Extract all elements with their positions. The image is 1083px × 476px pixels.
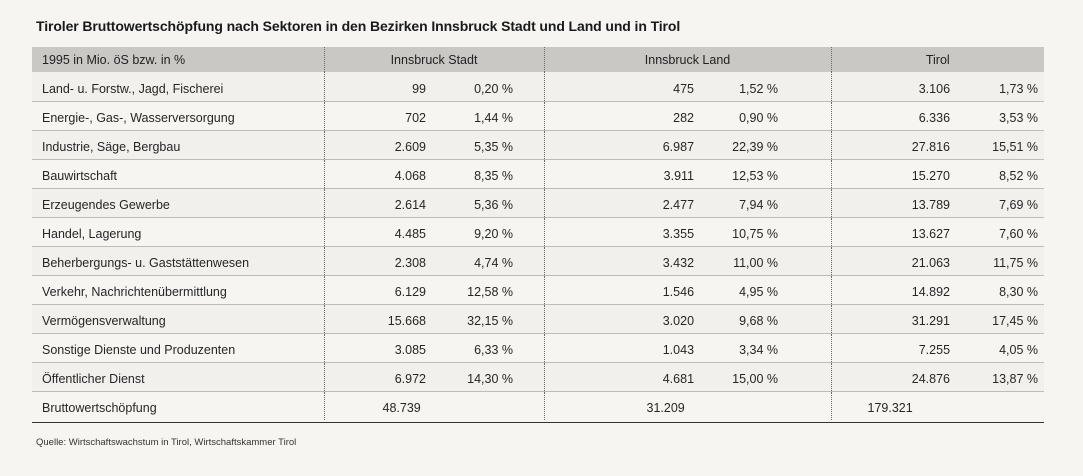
innsbruck-land-percent: 9,68 % xyxy=(702,304,784,333)
innsbruck-stadt-value: 3.085 xyxy=(324,333,434,362)
spacer-cell xyxy=(519,217,544,246)
innsbruck-land-value: 6.987 xyxy=(544,130,702,159)
innsbruck-stadt-percent: 5,36 % xyxy=(434,188,519,217)
column-header-innsbruck-stadt: Innsbruck Stadt xyxy=(324,47,544,72)
tirol-value: 14.892 xyxy=(831,275,958,304)
table-row xyxy=(32,101,1044,130)
innsbruck-land-value: 282 xyxy=(544,101,702,130)
spacer-cell xyxy=(784,217,831,246)
tirol-percent: 8,52 % xyxy=(958,159,1044,188)
table-row xyxy=(32,275,1044,304)
innsbruck-land-value: 3.432 xyxy=(544,246,702,275)
spacer-cell xyxy=(519,72,544,101)
innsbruck-stadt-percent: 5,35 % xyxy=(434,130,519,159)
tirol-percent: 3,53 % xyxy=(958,101,1044,130)
spacer-cell xyxy=(519,333,544,362)
tirol-percent: 1,73 % xyxy=(958,72,1044,101)
innsbruck-stadt-percent: 1,44 % xyxy=(434,101,519,130)
innsbruck-land-percent: 4,95 % xyxy=(702,275,784,304)
tirol-value: 13.627 xyxy=(831,217,958,246)
tirol-value: 3.106 xyxy=(831,72,958,101)
spacer-cell xyxy=(784,362,831,391)
innsbruck-land-value: 3.911 xyxy=(544,159,702,188)
sector-label: Verkehr, Nachrichtenübermittlung xyxy=(32,275,324,304)
table-row xyxy=(32,246,1044,275)
innsbruck-stadt-total: 48.739 xyxy=(324,391,544,420)
table-header-row xyxy=(32,47,1044,72)
sector-label: Sonstige Dienste und Produzenten xyxy=(32,333,324,362)
unit-header: 1995 in Mio. öS bzw. in % xyxy=(32,47,324,72)
table-row xyxy=(32,130,1044,159)
table-row xyxy=(32,159,1044,188)
tirol-percent: 15,51 % xyxy=(958,130,1044,159)
tirol-percent: 7,69 % xyxy=(958,188,1044,217)
spacer-cell xyxy=(784,246,831,275)
innsbruck-stadt-value: 2.614 xyxy=(324,188,434,217)
innsbruck-land-percent: 7,94 % xyxy=(702,188,784,217)
tirol-value: 6.336 xyxy=(831,101,958,130)
innsbruck-stadt-percent: 0,20 % xyxy=(434,72,519,101)
tirol-percent: 17,45 % xyxy=(958,304,1044,333)
spacer-cell xyxy=(519,304,544,333)
column-header-tirol: Tirol xyxy=(925,52,950,67)
sector-label: Energie-, Gas-, Wasserversorgung xyxy=(32,101,324,130)
innsbruck-land-percent: 22,39 % xyxy=(702,130,784,159)
tirol-value: 7.255 xyxy=(831,333,958,362)
spacer-cell xyxy=(784,101,831,130)
tirol-value: 24.876 xyxy=(831,362,958,391)
total-row xyxy=(32,391,1044,420)
innsbruck-stadt-value: 702 xyxy=(324,101,434,130)
table-row xyxy=(32,362,1044,391)
innsbruck-stadt-value: 15.668 xyxy=(324,304,434,333)
innsbruck-stadt-percent: 8,35 % xyxy=(434,159,519,188)
innsbruck-stadt-value: 4.485 xyxy=(324,217,434,246)
table-row xyxy=(32,304,1044,333)
spacer-cell xyxy=(784,275,831,304)
column-header-innsbruck-land: Innsbruck Land xyxy=(544,47,831,72)
innsbruck-stadt-value: 2.308 xyxy=(324,246,434,275)
table-title: Tiroler Bruttowertschöpfung nach Sektoren in den Bezirken Innsbruck Stadt und Land und in Tirol xyxy=(36,18,681,34)
spacer-cell xyxy=(784,333,831,362)
spacer-cell xyxy=(519,159,544,188)
table-row xyxy=(32,333,1044,362)
sector-label: Vermögensverwaltung xyxy=(32,304,324,333)
innsbruck-land-value: 4.681 xyxy=(544,362,702,391)
innsbruck-land-value: 475 xyxy=(544,72,702,101)
innsbruck-land-value: 1.043 xyxy=(544,333,702,362)
innsbruck-land-percent: 3,34 % xyxy=(702,333,784,362)
innsbruck-stadt-value: 6.129 xyxy=(324,275,434,304)
sector-label: Beherbergungs- u. Gaststättenwesen xyxy=(32,246,324,275)
innsbruck-land-value: 1.546 xyxy=(544,275,702,304)
innsbruck-land-percent: 0,90 % xyxy=(702,101,784,130)
tirol-total: 179.321 xyxy=(867,401,913,415)
innsbruck-stadt-percent: 12,58 % xyxy=(434,275,519,304)
tirol-percent: 11,75 % xyxy=(958,246,1044,275)
innsbruck-stadt-value: 4.068 xyxy=(324,159,434,188)
innsbruck-land-percent: 1,52 % xyxy=(702,72,784,101)
innsbruck-stadt-percent: 4,74 % xyxy=(434,246,519,275)
sector-label: Handel, Lagerung xyxy=(32,217,324,246)
tirol-value: 15.270 xyxy=(831,159,958,188)
source-note: Quelle: Wirtschaftswachstum in Tirol, Wirtschaftskammer Tirol xyxy=(36,437,297,448)
innsbruck-stadt-percent: 32,15 % xyxy=(434,304,519,333)
spacer-cell xyxy=(784,304,831,333)
spacer-cell xyxy=(784,188,831,217)
tirol-value: 27.816 xyxy=(831,130,958,159)
sector-label: Erzeugendes Gewerbe xyxy=(32,188,324,217)
innsbruck-land-percent: 10,75 % xyxy=(702,217,784,246)
innsbruck-land-value: 3.355 xyxy=(544,217,702,246)
spacer-cell xyxy=(519,246,544,275)
innsbruck-land-value: 3.020 xyxy=(544,304,702,333)
tirol-percent: 13,87 % xyxy=(958,362,1044,391)
table-row xyxy=(32,217,1044,246)
sector-label: Öffentlicher Dienst xyxy=(32,362,324,391)
innsbruck-land-percent: 12,53 % xyxy=(702,159,784,188)
tirol-percent: 4,05 % xyxy=(958,333,1044,362)
tirol-percent: 8,30 % xyxy=(958,275,1044,304)
table-body xyxy=(32,72,1044,420)
sector-label: Land- u. Forstw., Jagd, Fischerei xyxy=(32,72,324,101)
innsbruck-stadt-percent: 6,33 % xyxy=(434,333,519,362)
innsbruck-stadt-value: 2.609 xyxy=(324,130,434,159)
spacer-cell xyxy=(519,101,544,130)
innsbruck-stadt-percent: 9,20 % xyxy=(434,217,519,246)
innsbruck-stadt-value: 6.972 xyxy=(324,362,434,391)
innsbruck-land-value: 2.477 xyxy=(544,188,702,217)
table-row xyxy=(32,188,1044,217)
spacer-cell xyxy=(784,159,831,188)
innsbruck-land-total: 31.209 xyxy=(544,391,831,420)
table-row xyxy=(32,72,1044,101)
spacer-cell xyxy=(784,72,831,101)
tirol-value: 21.063 xyxy=(831,246,958,275)
sector-label: Bauwirtschaft xyxy=(32,159,324,188)
data-table-container xyxy=(32,47,1044,423)
total-label: Bruttowertschöpfung xyxy=(32,391,324,420)
innsbruck-stadt-percent: 14,30 % xyxy=(434,362,519,391)
innsbruck-stadt-value: 99 xyxy=(324,72,434,101)
tirol-percent: 7,60 % xyxy=(958,217,1044,246)
tirol-value: 31.291 xyxy=(831,304,958,333)
sector-value-table xyxy=(32,47,1044,420)
sector-label: Industrie, Säge, Bergbau xyxy=(32,130,324,159)
spacer-cell xyxy=(519,130,544,159)
tirol-value: 13.789 xyxy=(831,188,958,217)
innsbruck-land-percent: 15,00 % xyxy=(702,362,784,391)
spacer-cell xyxy=(784,130,831,159)
spacer-cell xyxy=(519,188,544,217)
spacer-cell xyxy=(519,275,544,304)
spacer-cell xyxy=(519,362,544,391)
innsbruck-land-percent: 11,00 % xyxy=(702,246,784,275)
